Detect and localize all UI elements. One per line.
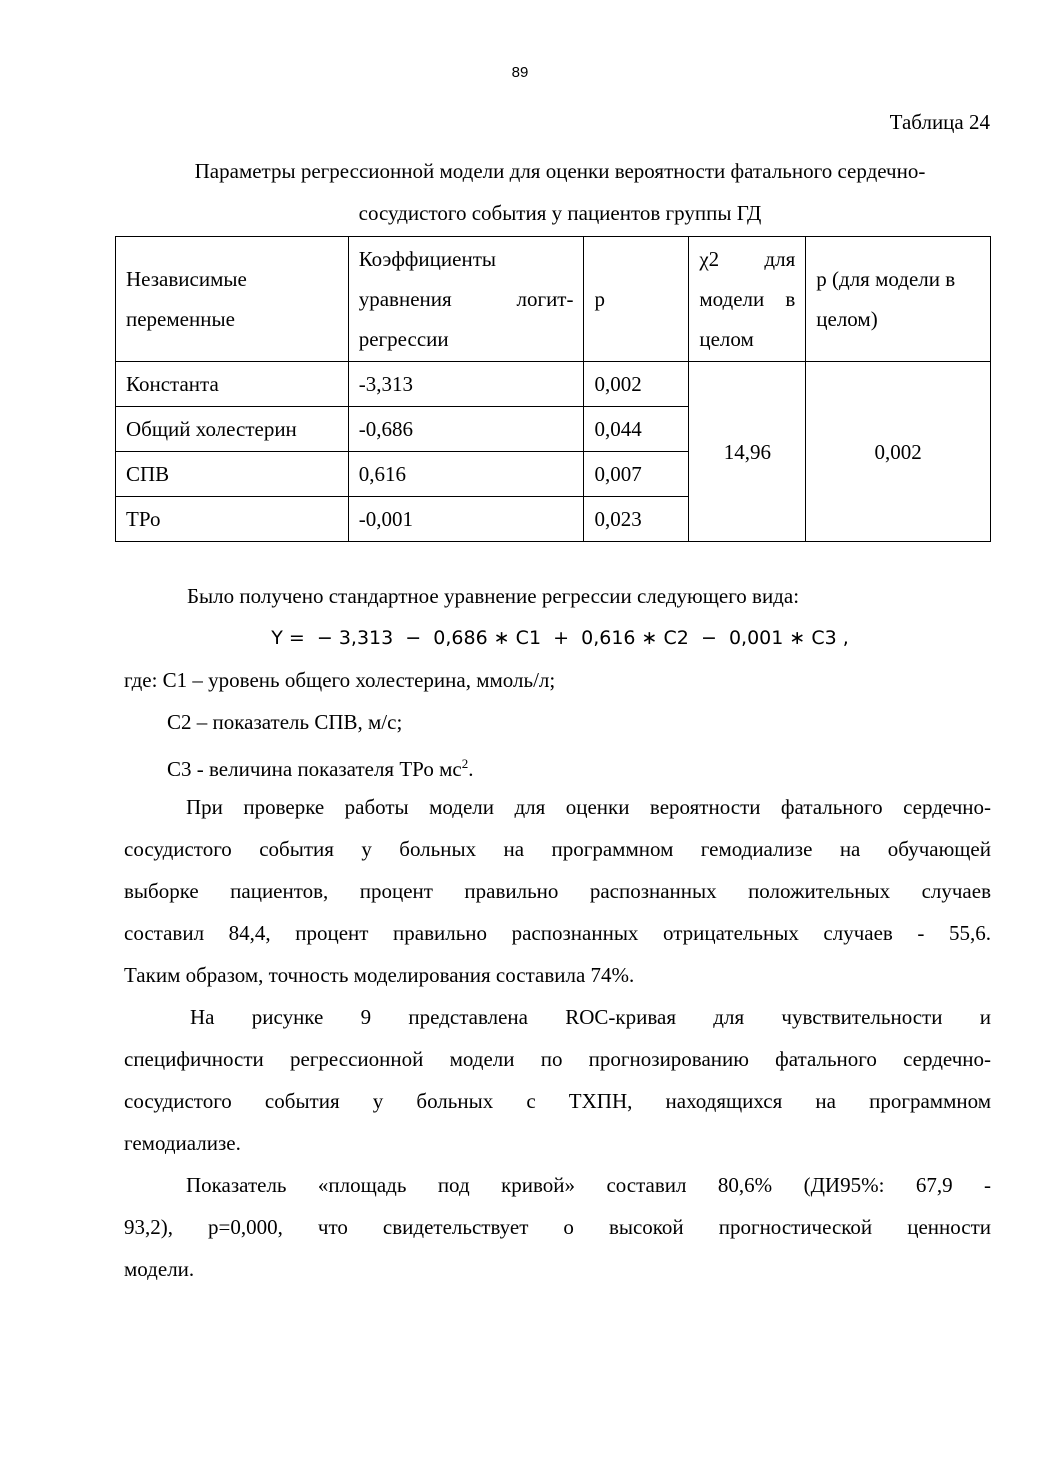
paragraph-line: специфичности регрессионной модели по прогнозированию фатального сердечно-	[124, 1047, 991, 1071]
coefficient-cell: 0,616	[348, 452, 584, 497]
paragraph-line: сосудистого события у больных с ТХПН, находящихся на программном	[124, 1089, 991, 1113]
chi2-value-cell: 14,96	[689, 362, 806, 542]
p-value-cell: 0,007	[584, 452, 689, 497]
paragraph-line: Таким образом, точность моделирования составила 74%.	[124, 963, 635, 987]
paragraph-line: составил 84,4, процент правильно распознанных отрицательных случаев - 55,6.	[124, 921, 991, 945]
paragraph-line: сосудистого события у больных на программном гемодиализе на обучающей	[124, 837, 991, 861]
table-row	[116, 362, 991, 407]
variable-definition-c2: С2 – показатель СПВ, м/с;	[167, 710, 403, 734]
header-p: р	[584, 237, 689, 362]
coefficient-cell: -0,686	[348, 407, 584, 452]
header-chi2: χ2 для модели в целом	[689, 237, 806, 362]
regression-table	[115, 236, 991, 542]
paragraph-model-check	[124, 786, 991, 996]
p-value-cell: 0,002	[584, 362, 689, 407]
paragraph-roc-curve	[124, 996, 991, 1164]
variable-definition-c3: С3 - величина показателя ТРо $мс^2$.	[167, 756, 474, 781]
variable-cell: Общий холестерин	[116, 407, 349, 452]
p-value-cell: 0,023	[584, 497, 689, 542]
variable-cell: Константа	[116, 362, 349, 407]
paragraph-line: Показатель «площадь под кривой» составил 80,6% (ДИ95%: 67,9 -	[186, 1173, 991, 1197]
coefficient-cell: -0,001	[348, 497, 584, 542]
equation-intro: Было получено стандартное уравнение регрессии следующего вида:	[187, 584, 800, 608]
variable-cell: ТРо	[116, 497, 349, 542]
paragraph-line: модели.	[124, 1257, 195, 1281]
header-coefficients: Коэффициенты уравнения логит- регрессии	[348, 237, 584, 362]
variable-cell: СПВ	[116, 452, 349, 497]
paragraph-line: 93,2), р=0,000, что свидетельствует о высокой прогностической ценности	[124, 1215, 991, 1239]
page-number: 89	[511, 64, 529, 81]
coefficient-cell: -3,313	[348, 362, 584, 407]
regression-equation: Y = − 3,313 − 0,686 ∗ C1 + 0,616 ∗ C2 − 0,001 ∗ C3 ,	[271, 627, 849, 649]
header-model-p: р (для модели в целом)	[806, 237, 991, 362]
table-caption-line: Параметры регрессионной модели для оценки вероятности фатального сердечно-	[194, 159, 926, 183]
paragraph-line: На рисунке 9 представлена ROC-кривая для чувствительности и	[190, 1005, 991, 1029]
header-independent-variables: Независимые переменные	[116, 237, 349, 362]
p-value-cell: 0,044	[584, 407, 689, 452]
paragraph-line: выборке пациентов, процент правильно распознанных положительных случаев	[124, 879, 991, 903]
variable-definition-c1: где: С1 – уровень общего холестерина, ммоль/л;	[124, 668, 556, 692]
paragraph-auc	[124, 1164, 991, 1290]
table-label: Таблица 24	[889, 110, 990, 134]
table-header-row	[116, 237, 991, 362]
paragraph-line: гемодиализе.	[124, 1131, 241, 1155]
table-caption	[120, 150, 1000, 234]
table-caption-line: сосудистого события у пациентов группы ГД	[358, 201, 762, 225]
model-p-value-cell: 0,002	[806, 362, 991, 542]
paragraph-line: При проверке работы модели для оценки вероятности фатального сердечно-	[186, 795, 991, 819]
